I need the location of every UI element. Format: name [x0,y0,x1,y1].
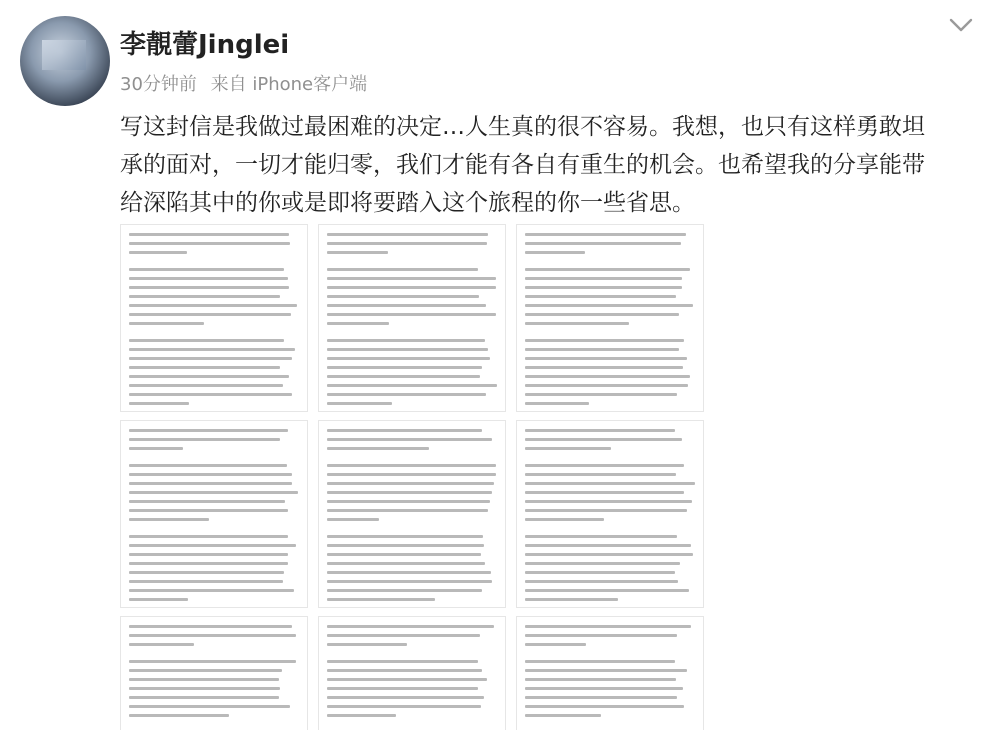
text-line [327,535,483,538]
letter-page-image[interactable] [516,420,704,608]
text-line [327,705,481,708]
text-line [129,562,288,565]
text-line [129,251,187,254]
post-time[interactable]: 30分钟前 [120,74,197,95]
text-line [525,687,683,690]
text-line [327,473,496,476]
text-line [327,348,488,351]
text-line [129,429,288,432]
post-meta [120,70,367,96]
text-line [327,643,407,646]
text-line [525,544,691,547]
paragraph-gap [525,652,695,660]
text-line [525,464,684,467]
post-text-line: 写这封信是我做过最困难的决定…人生真的很不容易。我想，也只有这样勇敢坦 [120,114,925,140]
text-line [327,242,487,245]
text-line [129,634,296,637]
post-text-line: 给深陷其中的你或是即将要踏入这个旅程的你一些省思。 [120,190,695,216]
text-line [525,251,585,254]
paragraph-gap [525,456,695,464]
text-line [525,402,589,405]
text-line [327,544,484,547]
text-line [129,678,279,681]
text-line [129,447,183,450]
text-line [129,580,283,583]
text-line [327,580,492,583]
paragraph-gap [129,331,299,339]
text-line [327,286,496,289]
text-line [129,589,294,592]
text-line [525,286,682,289]
paragraph-gap [327,527,497,535]
text-line [525,233,686,236]
text-line [327,589,482,592]
text-line [327,233,488,236]
text-line [525,580,678,583]
text-line [327,339,485,342]
text-line [525,562,680,565]
text-line [129,705,290,708]
paragraph-gap [129,723,299,730]
text-line [525,447,611,450]
text-line [525,339,684,342]
text-line [129,500,285,503]
text-line [129,509,288,512]
text-line [327,634,480,637]
text-line [327,491,492,494]
text-line [129,464,287,467]
text-line [327,678,487,681]
text-line [129,286,289,289]
text-line [129,482,292,485]
text-line [327,509,488,512]
avatar[interactable] [20,16,110,106]
text-line [525,696,677,699]
text-line [129,339,284,342]
text-line [327,375,480,378]
text-line [129,553,288,556]
letter-page-image[interactable] [318,224,506,412]
text-line [525,714,601,717]
text-line [129,402,189,405]
text-line [525,589,689,592]
text-line [129,491,298,494]
text-line [129,660,296,663]
username[interactable]: 李靚蕾Jinglei [120,30,290,60]
text-line [525,553,693,556]
paragraph-gap [525,260,695,268]
text-line [327,660,478,663]
text-line [525,625,691,628]
text-line [327,295,479,298]
text-line [525,518,604,521]
text-line [525,535,677,538]
text-line [129,535,288,538]
text-line [327,482,494,485]
letter-page-image[interactable] [120,616,308,730]
image-grid [120,224,706,730]
letter-page-image[interactable] [120,420,308,608]
text-line [129,714,229,717]
text-line [525,500,692,503]
paragraph-gap [129,527,299,535]
text-line [525,678,676,681]
text-line [129,669,282,672]
text-line [525,482,695,485]
post-source: 来自 iPhone客户端 [210,74,368,95]
letter-page-image[interactable] [318,420,506,608]
text-line [525,634,677,637]
text-line [525,322,629,325]
text-line [129,384,283,387]
paragraph-gap [327,456,497,464]
text-line [327,304,486,307]
text-line [129,242,290,245]
text-line [327,393,486,396]
text-line [327,625,494,628]
text-line [129,687,280,690]
text-line [327,714,396,717]
text-line [525,393,677,396]
text-line [327,598,435,601]
text-line [327,429,482,432]
text-line [129,348,295,351]
text-line [327,366,482,369]
text-line [525,571,675,574]
paragraph-gap [525,331,695,339]
text-line [129,295,280,298]
text-line [525,438,682,441]
text-line [129,277,288,280]
text-line [327,402,392,405]
text-line [525,669,687,672]
text-line [327,447,429,450]
text-line [525,429,675,432]
text-line [327,357,490,360]
text-line [129,473,292,476]
text-line [525,598,618,601]
text-line [327,669,482,672]
paragraph-gap [327,723,497,730]
text-line [327,518,379,521]
text-line [525,304,693,307]
text-line [327,571,491,574]
text-line [129,544,296,547]
text-line [327,438,492,441]
text-line [129,375,289,378]
letter-page-image[interactable] [318,616,506,730]
text-line [525,242,681,245]
text-line [525,375,690,378]
text-line [129,268,284,271]
text-line [327,384,497,387]
post-text-line: 承的面对，一切才能归零，我们才能有各自有重生的机会。也希望我的分享能带 [120,152,925,178]
text-line [327,251,388,254]
text-line [129,313,291,316]
text-line [129,366,280,369]
text-line [327,268,478,271]
text-line [327,562,485,565]
paragraph-gap [327,652,497,660]
paragraph-gap [129,652,299,660]
text-line [525,509,687,512]
chevron-down-icon[interactable] [948,14,974,36]
text-line [129,571,284,574]
text-line [129,357,292,360]
text-line [525,366,683,369]
text-line [525,705,684,708]
text-line [525,643,586,646]
text-line [327,464,496,467]
paragraph-gap [327,260,497,268]
text-line [327,553,481,556]
text-line [525,357,687,360]
text-line [525,277,682,280]
text-line [525,268,690,271]
paragraph-gap [129,260,299,268]
text-line [129,598,188,601]
text-line [129,304,297,307]
paragraph-gap [327,331,497,339]
text-line [129,393,292,396]
text-line [525,313,679,316]
text-line [129,625,292,628]
text-line [525,473,676,476]
paragraph-gap [525,723,695,730]
text-line [129,643,194,646]
text-line [525,660,675,663]
letter-page-image[interactable] [516,224,704,412]
text-line [129,233,289,236]
text-line [327,277,496,280]
letter-page-image[interactable] [516,616,704,730]
text-line [129,322,204,325]
text-line [327,500,490,503]
text-line [525,384,688,387]
text-line [327,322,389,325]
text-line [129,518,209,521]
text-line [525,491,684,494]
text-line [525,295,676,298]
text-line [327,687,478,690]
letter-page-image[interactable] [120,224,308,412]
text-line [327,696,484,699]
paragraph-gap [129,456,299,464]
text-line [327,313,496,316]
post-text [120,108,980,222]
text-line [129,438,280,441]
text-line [129,696,279,699]
paragraph-gap [525,527,695,535]
text-line [525,348,679,351]
